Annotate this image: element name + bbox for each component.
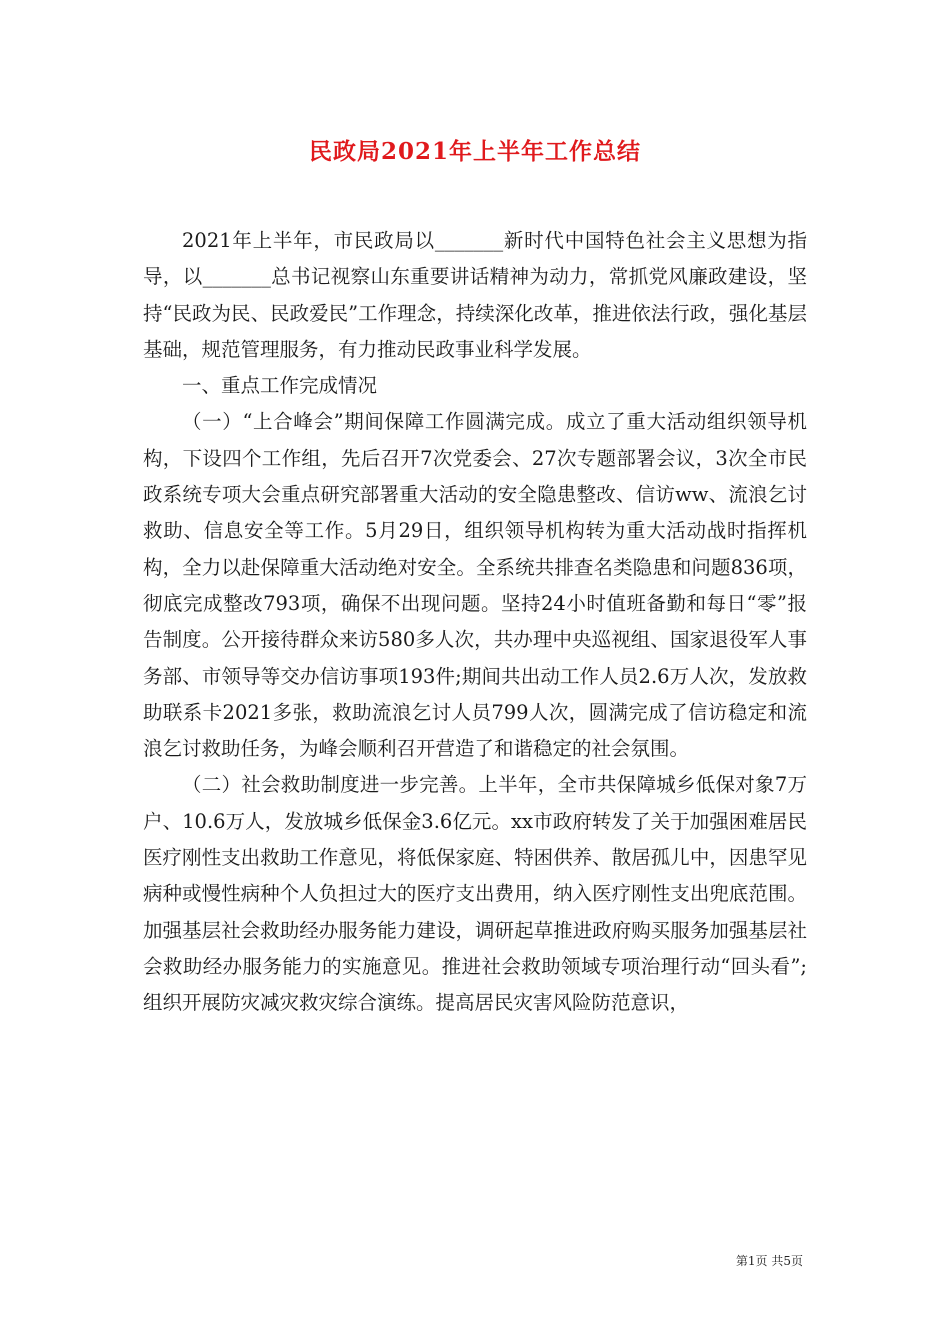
section-heading: 一、重点工作完成情况 [182,374,378,398]
paragraph-summit: （一）“上合峰会”期间保障工作圆满完成。成立了重大活动组织领导机构，下设四个工作组，先后召开7次党委会、27次专题部署会议，3次全市民政系统专项大会重点研究部署重大活动的安全隐患整改、信访ww、流浪乞讨救助、信息安全等工作。5月29日，组织领导机构转为重大活动战时指挥机构，全力以赴保障重大活动绝对安全。全系统共排查名类隐患和问题836项，彻底完成整改793项，确保不出现问题。坚持24小时值班备勤和每日“零”报告制度。公开接待群众来访580多人次，共办理中央巡视组、国家退役军人事务部、市领导等交办信访事项193件;期间共出动工作人员2.6万人次，发放救助联系卡2021多张，救助流浪乞讨人员799人次，圆满完成了信访稳定和流浪乞讨救助任务，为峰会顺利召开营造了和谐稳定的社会氛围。 [143,410,807,761]
document-title: 民政局2021年上半年工作总结 [308,138,641,165]
paragraph-intro: 2021年上半年，市民政局以_______新时代中国特色社会主义思想为指导，以_______总书记视察山东重要讲话精神为动力，常抓党风廉政建设，坚持“民政为民、民政爱民”工作理念，持续深化改革，推进依法行政，强化基层基础，规范管理服务，有力推动民政事业科学发展。 [143,229,807,361]
document-body [143,223,807,1022]
paragraph-social-assistance: （二）社会救助制度进一步完善。上半年，全市共保障城乡低保对象7万户、10.6万人，发放城乡低保金3.6亿元。xx市政府转发了关于加强困难居民医疗刚性支出救助工作意见，将低保家庭、特困供养、散居孤儿中，因患罕见病种或慢性病种个人负担过大的医疗支出费用，纳入医疗刚性支出兜底范围。加强基层社会救助经办服务能力建设，调研起草推进政府购买服务加强基层社会救助经办服务能力的实施意见。推进社会救助领域专项治理行动“回头看”;组织开展防灾减灾救灾综合演练。提高居民灾害风险防范意识， [143,773,807,1015]
page-number: 第1页 共5页 [735,1254,803,1268]
